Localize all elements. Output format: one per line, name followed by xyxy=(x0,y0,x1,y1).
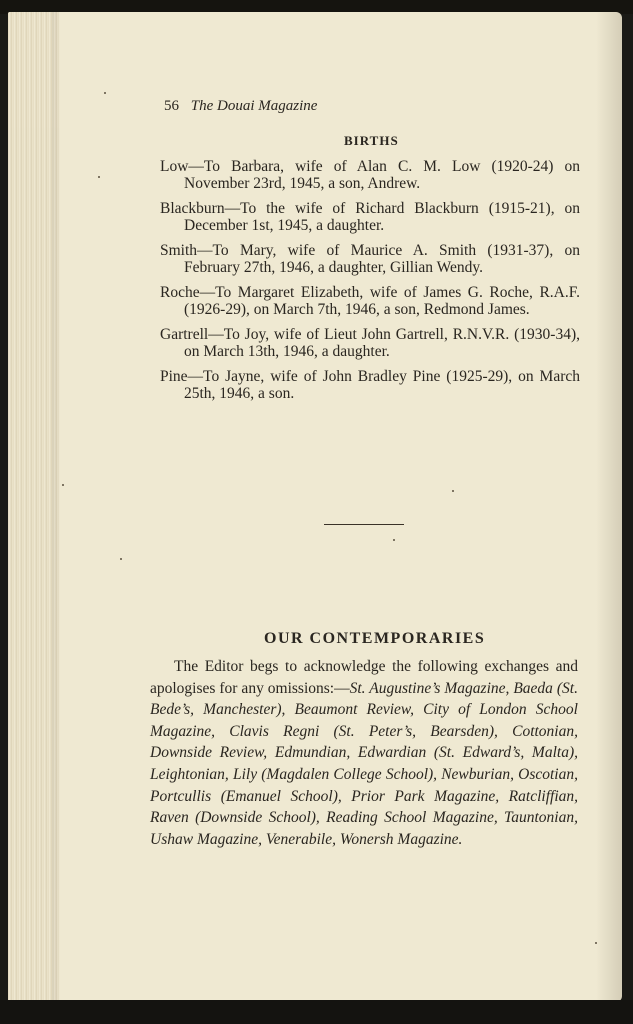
paper-speck xyxy=(595,942,597,944)
page-edges xyxy=(8,12,60,1002)
paper-speck xyxy=(104,92,106,94)
contemporaries-text xyxy=(150,656,578,850)
birth-entry: Roche—To Margaret Elizabeth, wife of James G. Roche, R.A.F. (1926-29), on March 7th, 1946, a son, Redmond James. xyxy=(160,284,580,318)
page-number: 56 xyxy=(164,98,179,114)
contemporaries-heading: OUR CONTEMPORARIES xyxy=(264,630,486,647)
birth-entry: Low—To Barbara, wife of Alan C. M. Low (1920-24) on November 23rd, 1945, a son, Andrew. xyxy=(160,158,580,192)
birth-entry: Blackburn—To the wife of Richard Blackburn (1915-21), on December 1st, 1945, a daughter. xyxy=(160,200,580,234)
paper-speck xyxy=(98,176,100,178)
birth-entry: Pine—To Jayne, wife of John Bradley Pine (1925-29), on March 25th, 1946, a son. xyxy=(160,368,580,402)
birth-entry: Smith—To Mary, wife of Maurice A. Smith (1931-37), on February 27th, 1946, a daughter, Gillian Wendy. xyxy=(160,242,580,276)
paper-speck xyxy=(62,484,64,486)
birth-entry: Gartrell—To Joy, wife of Lieut John Gartrell, R.N.V.R. (1930-34), on March 13th, 1946, a daughter. xyxy=(160,326,580,360)
page-shadow xyxy=(596,12,622,1002)
paper-speck xyxy=(120,558,122,560)
running-title: The Douai Magazine xyxy=(190,98,318,114)
paper-speck xyxy=(393,539,395,541)
section-divider xyxy=(324,524,404,525)
book-bottom-edge xyxy=(0,1000,633,1024)
births-heading: BIRTHS xyxy=(344,133,399,148)
contemporaries-intro: The Editor begs to acknowledge the following exchanges and apologises for any omissions:— xyxy=(150,658,578,697)
paper-speck xyxy=(452,490,454,492)
births-list xyxy=(160,158,580,410)
page-header xyxy=(164,98,317,115)
contemporaries-list: St. Augustine’s Magazine, Baeda (St. Bede’s, Manchester), Beaumont Review, City of London School Magazine, Clavis Regni (St. Peter’s, Bearsden), Cottonian, Downside Review, Edmundian, Edwardian (St. Edward’s, Malta), Leightonian, Lily (Magdalen College School), Newburian, Oscotian, Portcullis (Emanuel School), Prior Park Magazine, Ratcliffian, Raven (Downside School), Reading School Magazine, Tauntonian, Ushaw Magazine, Venerabile, Wonersh Magazine. xyxy=(150,679,578,848)
